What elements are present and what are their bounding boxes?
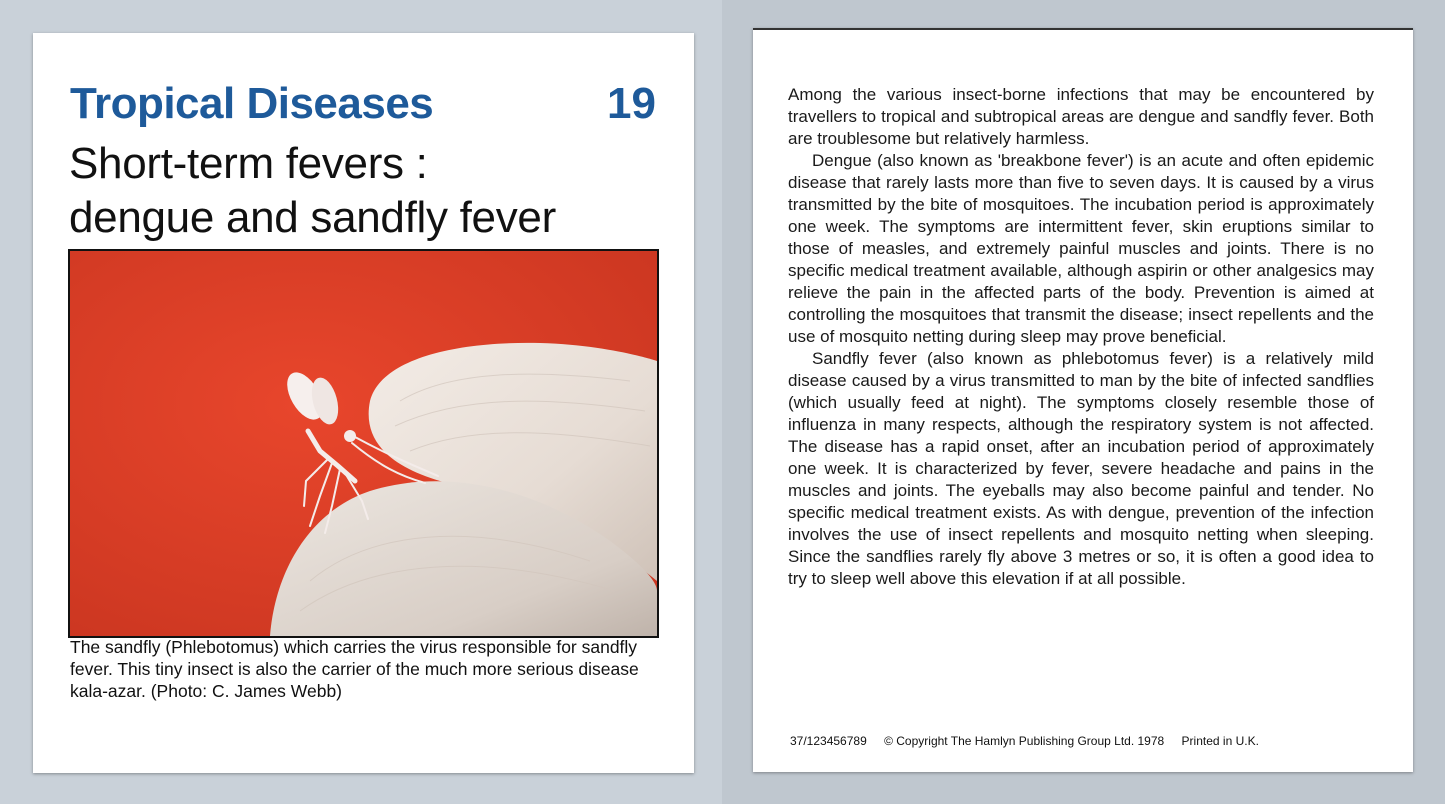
card-title-line-2: dengue and sandfly fever bbox=[69, 193, 556, 242]
body-text bbox=[788, 84, 1374, 590]
footer-printed: Printed in U.K. bbox=[1181, 734, 1259, 748]
sandfly-photo-illustration bbox=[70, 251, 657, 636]
footer-code: 37/123456789 bbox=[790, 734, 867, 748]
footer bbox=[790, 734, 1273, 748]
card-number: 19 bbox=[607, 79, 656, 128]
photo-caption: The sandfly (Phlebotomus) which carries the virus responsible for sandfly fever. This tiny insect is also the carrier of the much more serious disease kala-azar. (Photo: C. James Webb) bbox=[70, 637, 639, 701]
paragraph-intro: Among the various insect-borne infections that may be encountered by travellers to tropical and subtropical areas are dengue and sandfly fever. Both are troublesome but relatively harmless. bbox=[788, 85, 1374, 148]
card-back bbox=[753, 28, 1413, 772]
card-front bbox=[33, 33, 694, 773]
card-title bbox=[69, 137, 669, 245]
series-title: Tropical Diseases bbox=[70, 79, 434, 128]
paragraph-dengue: Dengue (also known as 'breakbone fever') is an acute and often epidemic disease that rarely lasts more than five to seven days. It is caused by a virus transmitted by the bite of mosquitoes. The incubation period is approximately one week. The symptoms are intermittent fever, skin eruptions similar to those of measles, and extremely painful muscles and joints. There is no specific medical treatment available, although aspirin or other analgesics may relieve the pain in the affected parts of the body. Prevention is aimed at controlling the mosquitoes that transmit the disease; insect repellents and the use of mosquito netting during sleep may prove beneficial. bbox=[788, 151, 1374, 346]
sandfly-photo bbox=[68, 249, 659, 638]
footer-copyright: © Copyright The Hamlyn Publishing Group Ltd. 1978 bbox=[884, 734, 1165, 748]
card-title-line-1: Short-term fevers : bbox=[69, 139, 428, 188]
paragraph-sandfly-fever: Sandfly fever (also known as phlebotomus fever) is a relatively mild disease caused by a virus transmitted to man by the bite of infected sandflies (which usually feed at night). The symptoms closely resemble those of influenza in many respects, although the respiratory system is not affected. The disease has a rapid onset, after an incubation period of approximately one week. It is characterized by fever, severe headache and pains in the muscles and joints. The eyeballs may also become painful and tender. No specific medical treatment exists. As with dengue, prevention of the infection involves the use of insect repellents and mosquito netting when sleeping. Since the sandflies rarely fly above 3 metres or so, it is often a good idea to try to sleep well above this elevation if at all possible. bbox=[788, 349, 1374, 588]
